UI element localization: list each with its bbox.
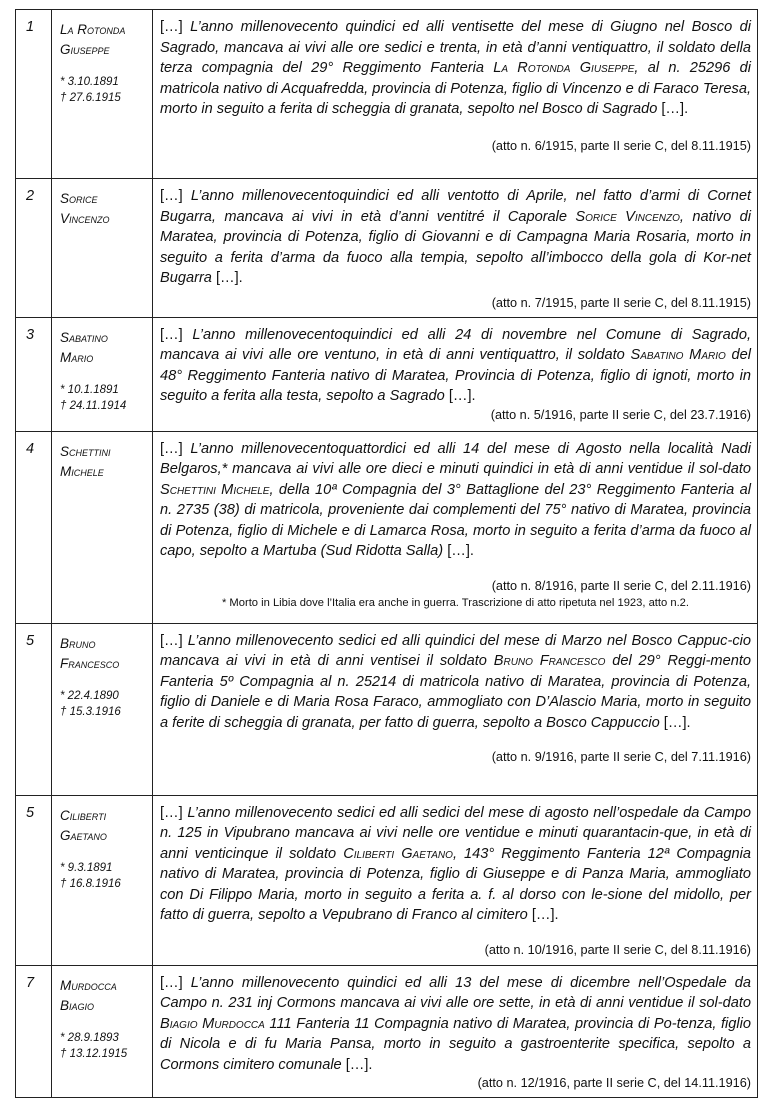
record-number: 5 [16,795,52,965]
ellipsis-open: […] [160,974,191,991]
soldier-firstname: Michele [60,463,104,479]
text-part-b: 111 Fanteria 11 Compagnia nativo di Maratea, provincia di Po-tenza, figlio di Nicola e di fu Maria Pansa, morto in seguito a gastroenterite specifica, sepolto a Cormons cimitero comunale [160,1015,751,1073]
soldier-name-inline: Schettini Michele [160,481,270,498]
record-text-cell [153,623,758,795]
record-text-cell [153,965,758,1098]
ellipsis-close: […]. [663,714,691,731]
ellipsis-open: […] [160,440,191,457]
text-part-a: L’anno millenovecentoquindici ed alli ventotto di Aprile, nel fatto d’armi di Cornet Bugarra, mancava ai vivi in età d’anni ventitré il Caporale [160,188,751,225]
text-part-a: L’anno millenovecento sedici ed alli quindici del mese di Marzo nel Bosco Cappuc-cio mancava ai vivi in età di anni ventisei il soldato [160,632,751,669]
text-part-b: del 48° Reggimento Fanteria nativo di Maratea, Provincia di Potenza, figlio di ignoti, morto in seguito a ferita alla testa, sepolto a Sagrado [160,347,751,404]
record-number: 7 [16,965,52,1098]
record-reference: (atto n. 6/1915, parte II serie C, del 8.11.1915) [491,138,751,153]
text-part-a: L’anno millenovecento quindici ed alli ventisette del mese di Giugno nel Bosco di Sagrado, mancava ai vivi alle ore sedici e trenta, in età d’anni ventiquattro, il soldato della terza compagnia del 29° Reggimento Fanteria [160,19,751,76]
ellipsis-open: […] [160,632,188,649]
record-text-cell [153,431,758,623]
soldier-surname: Murdocca [60,977,117,993]
birth-date: * 3.10.1891 [60,76,119,88]
soldier-name-inline: Sorice Vincenzo [575,208,680,225]
record-reference: (atto n. 5/1916, parte II serie C, del 23.7.1916) [490,407,751,422]
ellipsis-close: […]. [447,543,474,559]
ellipsis-close: […]. [448,388,476,404]
soldier-firstname: Vincenzo [60,211,110,226]
soldier-cell [52,179,153,318]
record-text-cell [153,10,758,179]
record-row [16,317,758,431]
record-transcription [160,17,751,120]
soldier-name [60,634,152,674]
text-part-b: , al n. 25296 di matricola nativo di Acquafredda, provincia di Potenza, figlio di Vincenzo e di Faraco Teresa, morto in seguito a ferita di scheggia di granata, sepolto nel Bosco di Sagrado [160,60,752,117]
soldier-name-inline: Ciliberti Gaetano [343,845,453,862]
record-number: 5 [16,623,52,795]
soldier-surname: Sabatino [60,329,108,345]
record-transcription [160,186,751,289]
text-part-a: L’anno millenovecento sedici ed alli sedici del mese di agosto nell’ospedale da Campo n. 125 in Vipubrano mancava ai vivi nelle ore ventidue e minuti quarantacin-que, in età di anni venticinque il soldato [160,804,751,862]
life-dates [60,1030,152,1062]
ellipsis-open: […] [160,188,191,204]
record-text-cell [153,317,758,431]
soldier-firstname: Mario [60,349,94,365]
ellipsis-open: […] [160,19,191,35]
text-part-a: L’anno millenovecento quindici ed alli 13 del mese di dicembre nell’Ospedale da Campo n. 231 inj Cormons mancava ai vivi alle ore sette, in età di anni ventidue il sol-dato [160,974,751,1011]
soldier-cell [52,317,153,431]
soldier-firstname: Biagio [60,997,95,1013]
ellipsis-close: […]. [531,907,559,923]
soldier-cell [52,431,153,623]
record-reference: (atto n. 7/1915, parte II serie C, del 8.11.1915) [491,295,751,310]
death-date: † 24.11.1914 [60,399,127,412]
record-transcription [160,803,751,926]
record-transcription [160,631,751,734]
record-reference: (atto n. 12/1916, parte II serie C, del 14.11.1916) [477,1076,751,1090]
death-date: † 13.12.1915 [60,1047,128,1060]
text-part-b: , nativo di Maratea, provincia di Potenza, figlio di Giovanni e di Campagna Maria Rosaria, morto in seguito a ferita d’arma da fuoco alla tempia, sepolto all’imbocco della gola di Kor-net Bugarra [160,208,751,286]
soldier-name [60,976,152,1016]
record-number: 1 [16,10,52,179]
soldier-cell [52,965,153,1098]
soldier-surname: Bruno [60,635,96,651]
soldier-name [60,806,152,846]
soldier-surname: La Rotonda [60,22,126,37]
soldier-cell [52,795,153,965]
death-date: † 16.8.1916 [60,877,121,890]
ellipsis-close: […]. [345,1056,373,1073]
life-dates [60,74,152,106]
birth-date: * 28.9.1893 [60,1031,119,1044]
record-text-cell [153,179,758,318]
record-number: 2 [16,179,52,318]
soldier-surname: Sorice [60,191,98,206]
record-number: 3 [16,317,52,431]
soldier-cell [52,623,153,795]
record-row [16,10,758,179]
record-transcription [160,973,751,1076]
record-row [16,623,758,795]
text-part-a: L’anno millenovecentoquindici ed alli 24 di novembre nel Comune di Sagrado, mancava ai vivi alle ore ventuno, in età di anni ventiquattro, il soldato [160,326,751,363]
soldier-name [60,328,152,368]
record-text-cell [153,795,758,965]
birth-date: * 9.3.1891 [60,861,113,874]
birth-date: * 22.4.1890 [60,689,119,702]
soldier-name-inline: Biagio Murdocca [160,1015,265,1032]
record-transcription [160,439,751,562]
record-row [16,795,758,965]
soldier-name-inline: Sabatino Mario [630,347,726,363]
record-row [16,179,758,318]
soldier-firstname: Giuseppe [60,42,110,57]
birth-date: * 10.1.1891 [60,383,119,396]
death-records-table [15,9,758,1098]
soldier-firstname: Gaetano [60,827,107,843]
ellipsis-open: […] [160,804,188,821]
soldier-surname: Schettini [60,443,111,459]
life-dates [60,688,152,720]
ellipsis-close: […]. [215,270,243,286]
ellipsis-close: […]. [661,101,689,117]
record-reference: (atto n. 9/1916, parte II serie C, del 7.11.1916) [491,750,751,764]
record-reference: (atto n. 10/1916, parte II serie C, del 8.11.1916) [484,942,751,957]
text-part-b: , della 10ª Compagnia del 3° Battaglione del 23° Reggimento Fanteria al n. 2735 (38) di matricola, proveniente dai complementi del 75° nativo di Maratea, provincia di Potenza, figlio di Michele e di Lamarca Rosa, morto in seguito a ferita d’arma da fuoco al capo, sepolto a Martuba (Sud Ridotta Salla) [160,481,751,559]
record-number: 4 [16,431,52,623]
record-reference: (atto n. 8/1916, parte II serie C, del 2.11.1916) [491,578,751,593]
life-dates [60,860,152,892]
death-date: † 27.6.1915 [60,92,121,104]
soldier-firstname: Francesco [60,655,120,671]
text-part-b: del 29° Reggi-mento Fanteria 5º Compagnia al n. 25214 di matricola nativo di Maratea, provincia di Potenza, figlio di Daniele e di Maria Rosa Faraco, ammogliato con D’Alascio Maria, morto in seguito a ferite di scheggia di granata, per fatto di guerra, sepolto a Bosco Cappuccio [160,653,751,731]
death-date: † 15.3.1916 [60,705,121,718]
soldier-name [60,20,152,60]
soldier-surname: Ciliberti [60,807,107,823]
soldier-name-inline: La Rotonda Giuseppe [493,60,635,76]
soldier-name-inline: Bruno Francesco [493,653,606,669]
record-row [16,431,758,623]
life-dates [60,382,152,414]
soldier-name [60,442,152,482]
record-footnote: * Morto in Libia dove l’Italia era anche in guerra. Trascrizione di atto ripetuta nel 1923, atto n.2. [221,596,690,609]
text-part-a: L’anno millenovecentoquattordici ed alli 14 del mese di Agosto nella località Nadi Belgaros,* mancava ai vivi alle ore dieci e minuti quindici in età di anni ventidue il sol-dato [160,440,751,477]
record-transcription [160,325,751,407]
record-row [16,965,758,1098]
text-part-b: , 143° Reggimento Fanteria 12ª Compagnia nativo di Maratea, provincia di Potenza, figlio di Giuseppe e di Panza Maria, ammogliato con Di Filippo Maria, morto in seguito a ferita a. f. al dorso con le-sione del midollo, per fatto di guerra, sepolto a Vepubrano di Franco al cimitero [160,845,751,923]
ellipsis-open: […] [160,326,193,343]
soldier-cell [52,10,153,179]
soldier-name [60,189,152,229]
